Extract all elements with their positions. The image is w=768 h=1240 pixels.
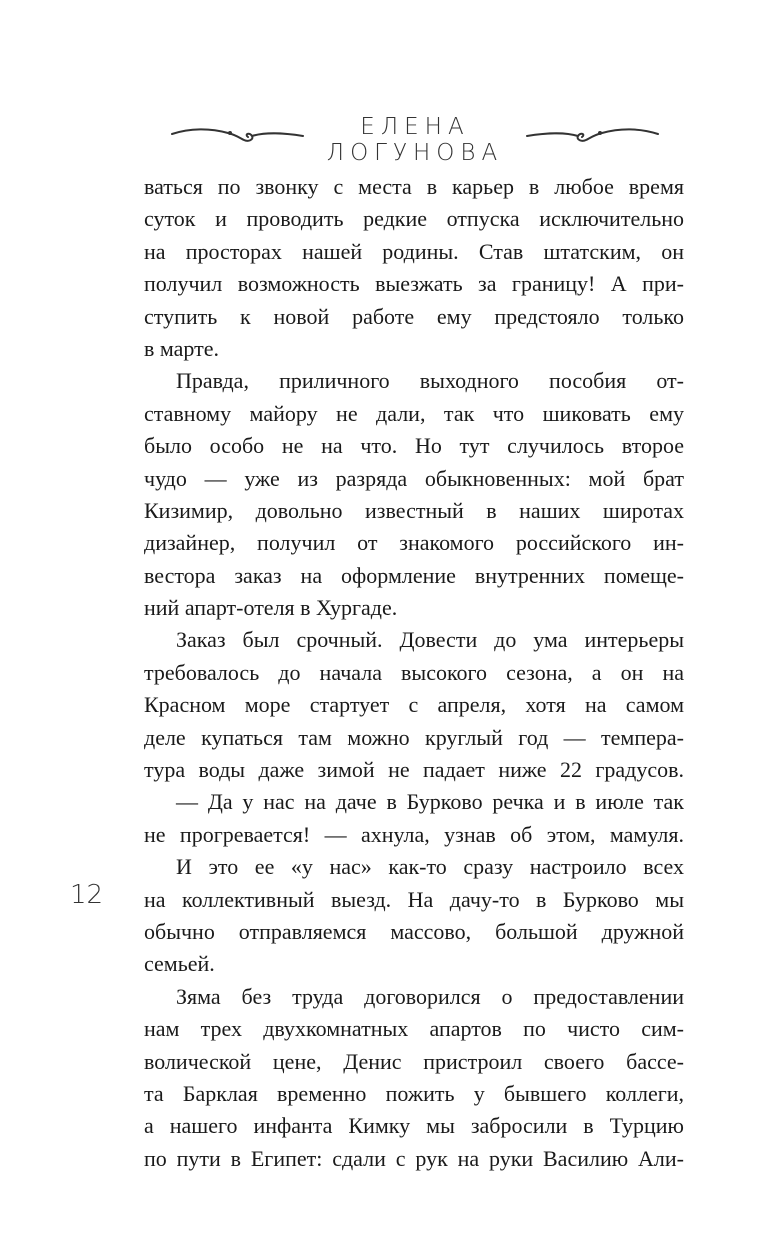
text-line: та Барклая временно пожить у бывшего коллеги, [144,1080,684,1106]
author-name: ЕЛЕНА ЛОГУНОВА [326,114,504,166]
paragraph [144,624,684,786]
text-line: в марте. [144,335,220,361]
running-header [170,112,650,166]
text-line: на коллективный выезд. На дачу-то в Бурково мы [144,886,684,912]
text-line: ваться по звонку с места в карьер в любое время [144,174,684,199]
text-line: ний апарт-отеля в Хургаде. [144,595,398,621]
text-line: суток и проводить редкие отпуска исключительно [144,206,684,232]
text-line: Кизимир, довольно известный в наших широтах [144,497,684,523]
text-line: а нашего инфанта Кимку мы забросили в Турцию [144,1113,684,1139]
text-line: дизайнер, получил от знакомого российского ин- [144,530,684,556]
right-flourish-ornament [525,120,660,144]
paragraph [144,786,684,851]
page-number: 12 [70,880,104,910]
text-line: ступить к новой работе ему предстояло только [144,303,684,329]
paragraph [144,981,684,1175]
text-line: тура воды даже зимой не падает ниже 22 градусов. [144,757,684,783]
text-line: на просторах нашей родины. Став штатским, он [144,238,684,264]
text-line: нам трех двухкомнатных апартов по чисто сим- [144,1016,684,1042]
text-line: обычно отправляемся массово, большой дружной [144,918,684,944]
text-line: — Да у нас на даче в Бурково речка и в июле так [176,789,684,815]
text-line: Заказ был срочный. Довести до ума интерьеры [176,627,684,653]
text-line: Правда, приличного выходного пособия от- [176,368,684,394]
text-line: по пути в Египет: сдали с рук на руки Василию Али- [144,1145,684,1171]
text-line: волической цене, Денис пристроил своего бассе- [144,1048,684,1074]
paragraph [144,851,684,981]
text-line: требовалось до начала высокого сезона, а он на [144,659,684,685]
text-line: деле купаться там можно круглый год — темпера- [144,724,684,750]
body-text [144,171,684,1175]
text-line: получил возможность выезжать за границу! А при- [144,271,684,297]
text-line: было особо не на что. Но тут случилось второе [144,433,684,459]
paragraph [144,365,684,624]
text-line: семьей. [144,951,215,977]
text-line: чудо — уже из разряда обыкновенных: мой брат [144,465,684,491]
paragraph [144,171,684,365]
text-line: Красном море стартует с апреля, хотя на самом [144,692,684,718]
text-line: вестора заказ на оформление внутренних помеще- [144,562,684,588]
left-flourish-ornament [170,120,305,144]
text-line: ставному майору не дали, так что шиковать ему [144,400,684,426]
text-line: не прогревается! — ахнула, узнав об этом, мамуля. [144,821,684,847]
text-line: Зяма без труда договорился о предоставлении [176,983,684,1009]
text-line: И это ее «у нас» как-то сразу настроило всех [176,854,684,880]
